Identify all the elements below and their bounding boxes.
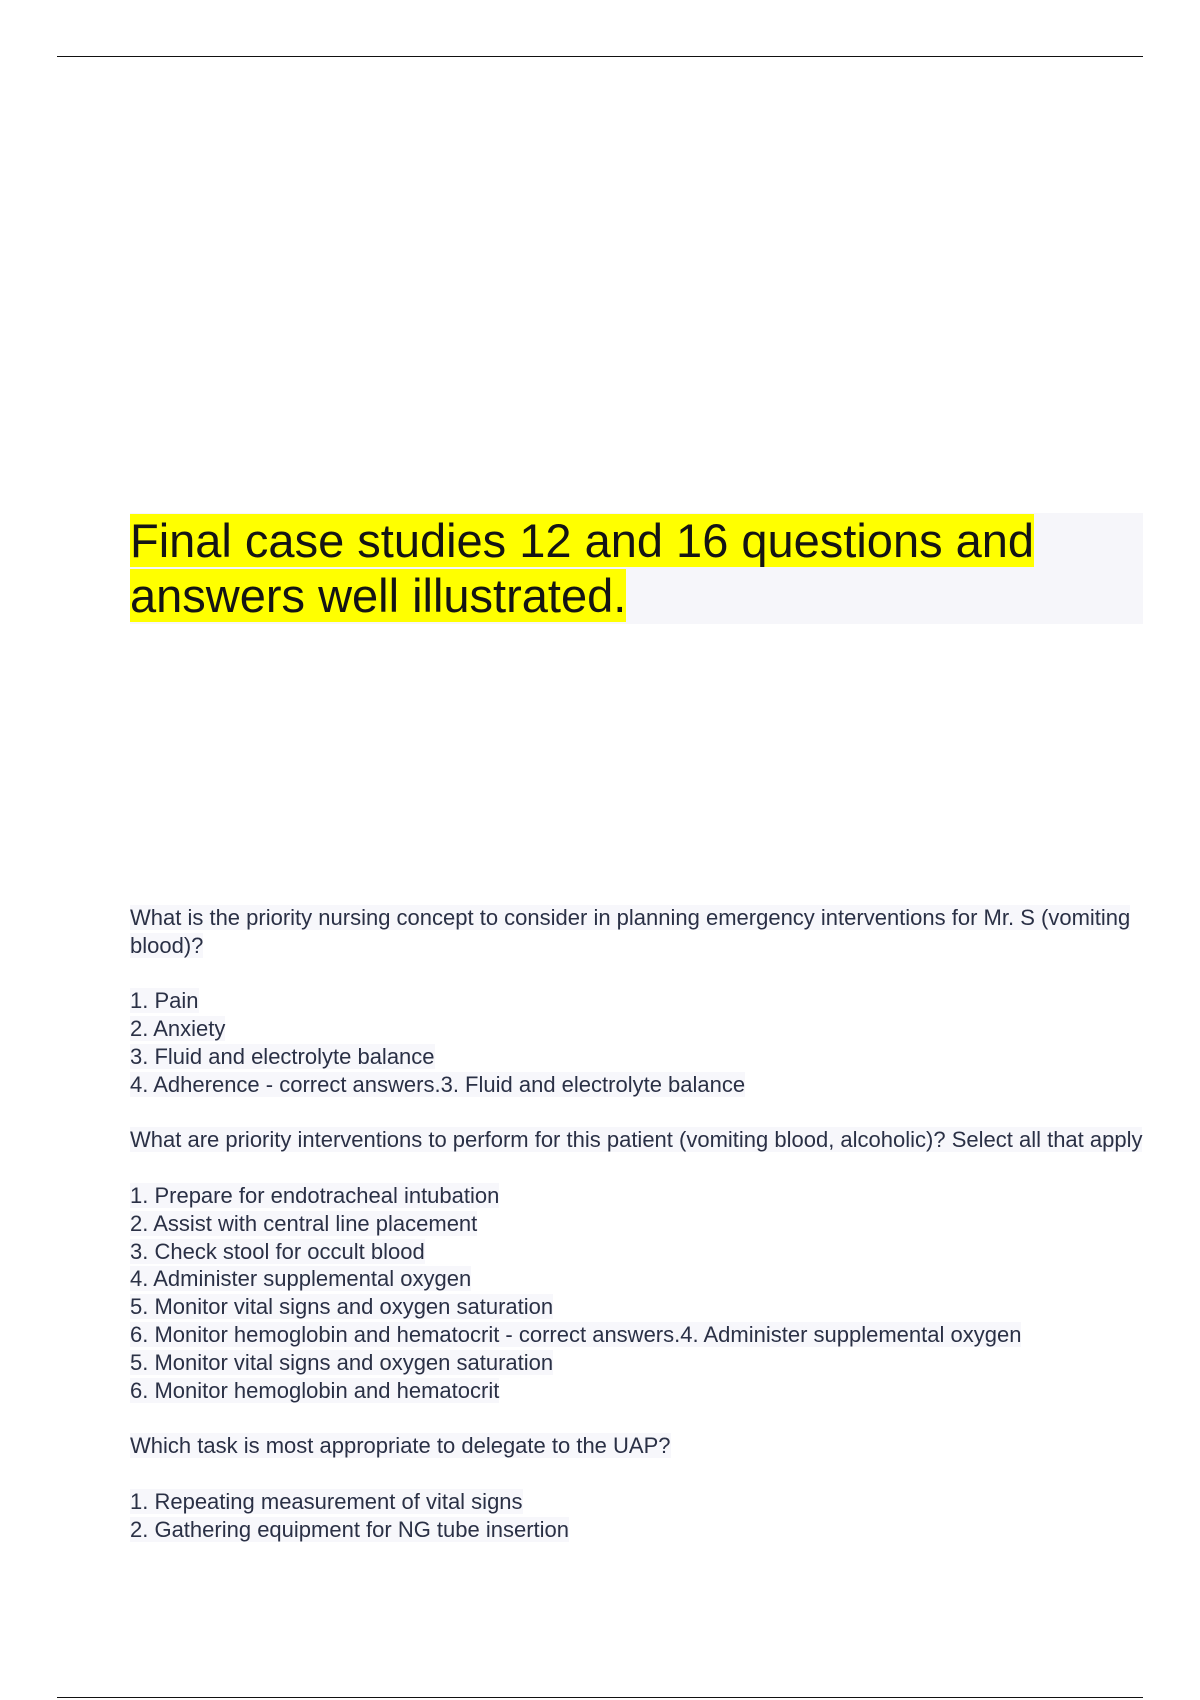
- answer-line: 2. Gathering equipment for NG tube insertion: [130, 1516, 570, 1542]
- answer-line: 2. Anxiety: [130, 1016, 226, 1042]
- answer-line: 3. Check stool for occult blood: [130, 1238, 425, 1264]
- answer-line: 1. Prepare for endotracheal intubation: [130, 1182, 500, 1208]
- answer-line: 4. Administer supplemental oxygen: [130, 1266, 472, 1292]
- answer-line: 5. Monitor vital signs and oxygen saturation: [130, 1294, 554, 1320]
- answer-line: 2. Assist with central line placement: [130, 1210, 478, 1236]
- answer-line: 1. Pain: [130, 988, 199, 1014]
- question-list: [130, 904, 1150, 1543]
- question-3: [130, 1432, 1150, 1543]
- top-rule: [57, 56, 1143, 57]
- question-1: [130, 904, 1150, 1099]
- document-title: Final case studies 12 and 16 questions and answers well illustrated.: [130, 514, 1035, 622]
- question-text: What are priority interventions to perform for this patient (vomiting blood, alcoholic)? Select all that apply: [130, 1127, 1143, 1153]
- question-2: [130, 1126, 1150, 1404]
- answer-line: 6. Monitor hemoglobin and hematocrit - correct answers.4. Administer supplemental oxygen: [130, 1321, 1022, 1347]
- bottom-rule: [57, 1697, 1143, 1698]
- answer-line: 4. Adherence - correct answers.3. Fluid and electrolyte balance: [130, 1071, 746, 1097]
- question-text: Which task is most appropriate to delegate to the UAP?: [130, 1433, 671, 1459]
- answer-line: 1. Repeating measurement of vital signs: [130, 1488, 523, 1514]
- answer-line: 3. Fluid and electrolyte balance: [130, 1043, 435, 1069]
- answer-line: 5. Monitor vital signs and oxygen saturation: [130, 1349, 554, 1375]
- answer-line: 6. Monitor hemoglobin and hematocrit: [130, 1377, 500, 1403]
- question-text: What is the priority nursing concept to consider in planning emergency interventions for Mr. S (vomiting blood)?: [130, 905, 1131, 958]
